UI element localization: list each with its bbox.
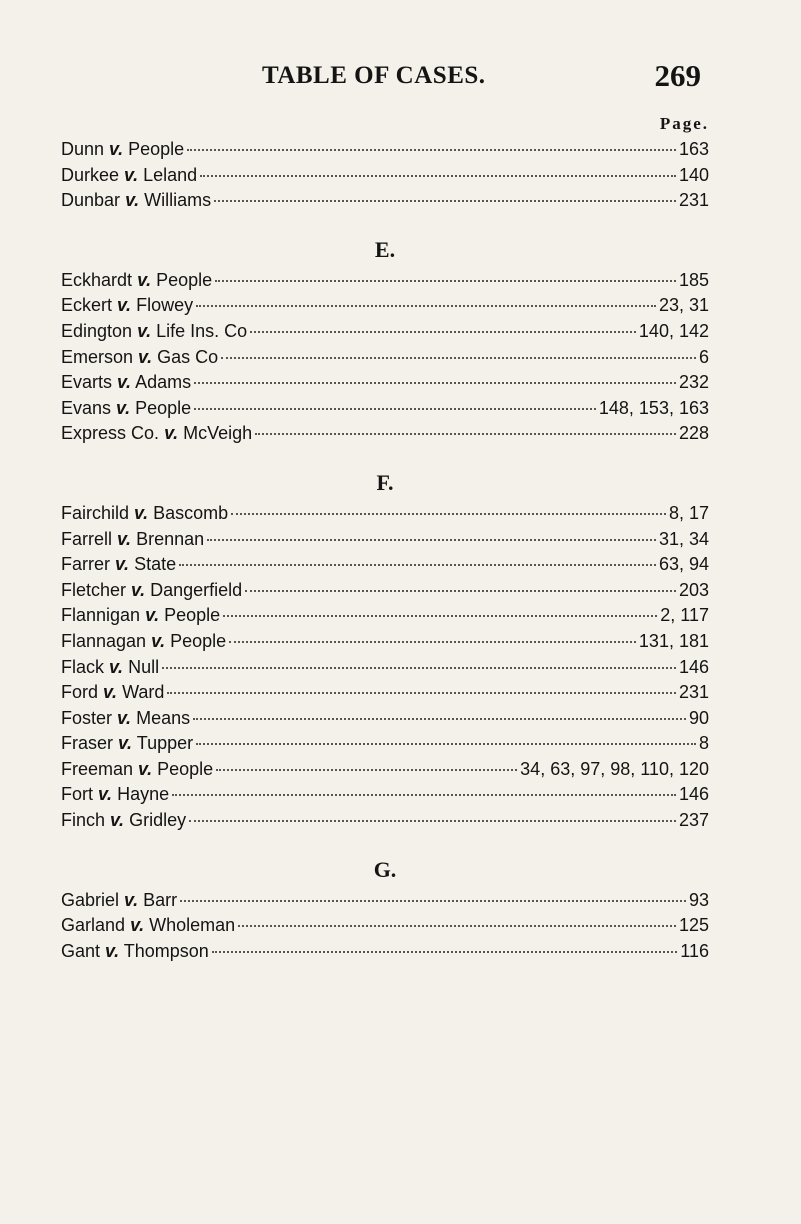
case-entry — [61, 503, 709, 529]
page-references: 34, 63, 97, 98, 110, 120 — [520, 758, 709, 779]
case-name — [61, 733, 193, 754]
versus: v. — [125, 190, 140, 211]
page-references: 146 — [678, 656, 709, 677]
party-two: Leland — [143, 164, 198, 185]
versus: v. — [131, 579, 146, 600]
dot-leader — [255, 432, 676, 435]
case-name — [61, 529, 204, 550]
party-one: Dunbar — [61, 190, 121, 211]
party-two: People — [164, 605, 221, 626]
page-references: 93 — [688, 889, 709, 910]
page-references: 228 — [678, 423, 709, 444]
party-two: Flowey — [136, 295, 194, 316]
party-one: Ford — [61, 682, 99, 703]
page-title: TABLE OF CASES. — [262, 62, 486, 89]
case-name — [61, 580, 242, 601]
case-entry — [61, 605, 709, 631]
party-two: Bascomb — [153, 502, 229, 523]
case-name — [61, 682, 164, 703]
dot-leader — [223, 614, 657, 617]
party-two: Null — [128, 656, 160, 677]
party-two: Gas Co — [157, 346, 219, 367]
party-one: Gabriel — [61, 889, 120, 910]
page-references: 2, 117 — [660, 605, 709, 626]
dot-leader — [229, 640, 636, 643]
dot-leader — [167, 691, 676, 694]
party-two: People — [157, 758, 214, 779]
page-references: 23, 31 — [658, 295, 709, 316]
party-two: Ward — [122, 682, 165, 703]
versus: v. — [137, 320, 152, 341]
party-one: Foster — [61, 707, 113, 728]
dot-leader — [216, 768, 517, 771]
party-one: Fraser — [61, 733, 114, 754]
party-two: Dangerfield — [150, 579, 243, 600]
dot-leader — [200, 174, 676, 177]
case-name — [61, 347, 218, 368]
party-one: Evarts — [61, 372, 113, 393]
versus: v. — [130, 915, 145, 936]
case-name — [61, 423, 252, 444]
versus: v. — [138, 758, 153, 779]
case-name — [61, 631, 226, 652]
party-two: People — [128, 139, 185, 159]
party-one: Fairchild — [61, 502, 130, 523]
case-entry — [61, 190, 709, 216]
versus: v. — [110, 810, 125, 831]
case-name — [61, 708, 190, 729]
dot-leader — [196, 304, 656, 307]
case-entry — [61, 554, 709, 580]
party-two: Thompson — [123, 940, 209, 961]
party-one: Finch — [61, 810, 106, 831]
case-entry — [61, 372, 709, 398]
case-entry — [61, 810, 709, 836]
case-entry — [61, 270, 709, 296]
dot-leader — [187, 148, 676, 151]
versus: v. — [145, 605, 160, 626]
case-name — [61, 554, 176, 575]
party-two: People — [135, 397, 192, 418]
party-two: Williams — [144, 190, 212, 211]
page-references: 8, 17 — [668, 502, 709, 523]
party-one: Emerson — [61, 346, 134, 367]
case-entry — [61, 631, 709, 657]
party-one: Dunn — [61, 139, 105, 159]
case-entry — [61, 784, 709, 810]
dot-leader — [207, 538, 656, 541]
party-one: Freeman — [61, 758, 134, 779]
case-name — [61, 190, 211, 211]
party-one: Edington — [61, 320, 133, 341]
page-references: 163 — [678, 139, 709, 159]
dot-leader — [245, 589, 676, 592]
case-entry — [61, 321, 709, 347]
party-two: Life Ins. Co — [156, 320, 248, 341]
dot-leader — [162, 666, 676, 669]
case-entry — [61, 347, 709, 373]
page-references: 63, 94 — [658, 554, 709, 575]
page-references: 231 — [678, 190, 709, 211]
party-one: Eckhardt — [61, 269, 133, 290]
case-entry — [61, 529, 709, 555]
versus: v. — [134, 502, 149, 523]
party-one: Farrell — [61, 528, 113, 549]
party-one: Gant — [61, 940, 101, 961]
party-one: Farrer — [61, 554, 110, 575]
case-name — [61, 657, 159, 678]
versus: v. — [117, 707, 132, 728]
party-two: People — [156, 269, 213, 290]
versus: v. — [118, 733, 133, 754]
dot-leader — [189, 819, 676, 822]
dot-leader — [250, 330, 636, 333]
party-one: Flannagan — [61, 630, 147, 651]
dot-leader — [172, 793, 676, 796]
page-references: 232 — [678, 372, 709, 393]
case-entry — [61, 657, 709, 683]
dot-leader — [180, 899, 686, 902]
case-entry — [61, 580, 709, 606]
page-references: 116 — [680, 940, 709, 961]
party-one: Flack — [61, 656, 105, 677]
case-name — [61, 270, 212, 291]
versus: v. — [103, 682, 118, 703]
section-letter: E. — [374, 236, 396, 262]
page-references: 131, 181 — [638, 630, 709, 651]
dot-leader — [193, 717, 686, 720]
dot-leader — [194, 407, 596, 410]
dot-leader — [196, 742, 696, 745]
page-references: 6 — [698, 346, 709, 367]
versus: v. — [109, 139, 124, 159]
party-one: Garland — [61, 915, 126, 936]
party-two: Brennan — [136, 528, 205, 549]
party-two: People — [170, 630, 227, 651]
case-name — [61, 941, 209, 962]
versus: v. — [116, 397, 131, 418]
party-one: Flannigan — [61, 605, 141, 626]
case-index — [61, 139, 709, 966]
section-spacer — [61, 836, 709, 850]
case-entry — [61, 165, 709, 191]
versus: v. — [124, 164, 139, 185]
page-references: 237 — [678, 810, 709, 831]
page-references: 140, 142 — [638, 320, 709, 341]
section-letter: G. — [373, 856, 397, 882]
versus: v. — [137, 269, 152, 290]
case-entry — [61, 295, 709, 321]
party-one: Durkee — [61, 164, 120, 185]
case-entry — [61, 733, 709, 759]
case-name — [61, 295, 193, 316]
case-name — [61, 139, 184, 160]
party-one: Evans — [61, 397, 112, 418]
case-name — [61, 372, 191, 393]
case-entry — [61, 139, 709, 165]
page-references: 146 — [678, 784, 709, 805]
case-name — [61, 915, 235, 936]
versus: v. — [138, 346, 153, 367]
dot-leader — [214, 199, 676, 202]
page-references: 185 — [678, 269, 709, 290]
case-name — [61, 890, 177, 911]
page-references: 203 — [678, 579, 709, 600]
party-one: Fletcher — [61, 579, 127, 600]
case-name — [61, 810, 186, 831]
page-references: 90 — [688, 707, 709, 728]
versus: v. — [115, 554, 130, 575]
party-two: Hayne — [117, 784, 170, 805]
page-number: 269 — [654, 58, 701, 93]
page-references: 231 — [678, 682, 709, 703]
versus: v. — [117, 295, 132, 316]
case-name — [61, 605, 220, 626]
case-entry — [61, 759, 709, 785]
case-entry — [61, 682, 709, 708]
case-name — [61, 503, 228, 524]
dot-leader — [212, 950, 677, 953]
party-two: Adams — [135, 372, 192, 393]
case-name — [61, 759, 213, 780]
case-name — [61, 321, 247, 342]
versus: v. — [105, 940, 120, 961]
party-two: McVeigh — [183, 423, 253, 444]
party-one: Express Co. — [61, 423, 160, 444]
party-two: Gridley — [129, 810, 187, 831]
case-name — [61, 165, 197, 186]
dot-leader — [231, 512, 666, 515]
section-spacer — [61, 449, 709, 463]
party-one: Fort — [61, 784, 94, 805]
page-references: 148, 153, 163 — [598, 397, 709, 418]
page-references: 31, 34 — [658, 528, 709, 549]
case-entry — [61, 915, 709, 941]
case-entry — [61, 398, 709, 424]
versus: v. — [124, 889, 139, 910]
case-entry — [61, 708, 709, 734]
dot-leader — [194, 381, 676, 384]
dot-leader — [238, 924, 676, 927]
section-letter: F. — [376, 469, 394, 495]
versus: v. — [117, 528, 132, 549]
dot-leader — [179, 563, 656, 566]
versus: v. — [117, 372, 132, 393]
versus: v. — [151, 630, 166, 651]
case-entry — [61, 890, 709, 916]
section-spacer — [61, 216, 709, 230]
dot-leader — [221, 356, 696, 359]
case-entry — [61, 423, 709, 449]
party-one: Eckert — [61, 295, 113, 316]
versus: v. — [109, 656, 124, 677]
party-two: State — [134, 554, 177, 575]
party-two: Wholeman — [149, 915, 236, 936]
case-name — [61, 398, 191, 419]
dot-leader — [215, 279, 676, 282]
page-references: 140 — [678, 164, 709, 185]
page-references: 8 — [698, 733, 709, 754]
versus: v. — [164, 423, 179, 444]
party-two: Barr — [143, 889, 178, 910]
versus: v. — [98, 784, 113, 805]
party-two: Means — [136, 707, 191, 728]
party-two: Tupper — [136, 733, 194, 754]
page-references: 125 — [678, 915, 709, 936]
page-column-label: Page. — [659, 114, 709, 133]
case-entry — [61, 941, 709, 967]
case-name — [61, 784, 169, 805]
running-head — [0, 58, 801, 98]
